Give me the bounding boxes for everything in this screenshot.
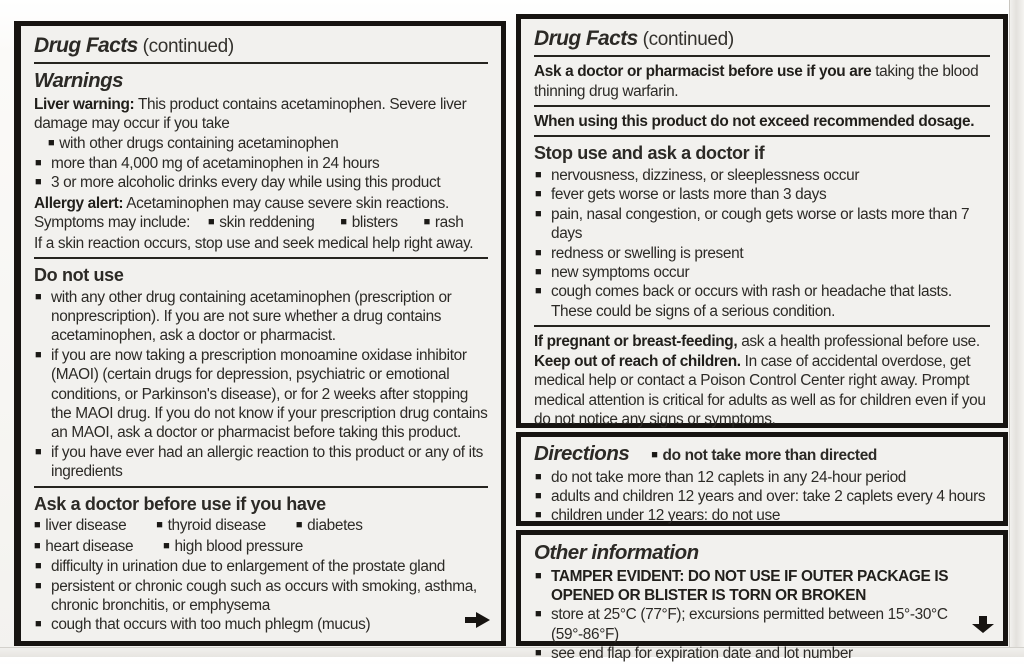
bullet-square-icon: ■ [35, 290, 42, 303]
tamper-evident-text: TAMPER EVIDENT: DO NOT USE IF OUTER PACKAGE IS OPENED OR BLISTER IS TORN OR BROKEN [551, 567, 949, 604]
bullet-square-icon: ■ [651, 449, 658, 461]
divider [534, 55, 990, 57]
allergy-symptom: blisters [351, 214, 398, 232]
list-item [534, 506, 990, 525]
list-item [534, 244, 990, 263]
bullet-square-icon: ■ [34, 539, 41, 552]
condition-text: heart disease [45, 537, 134, 555]
condition-item [34, 537, 133, 556]
drug-facts-header [34, 34, 488, 58]
list-item-text: if you are now taking a prescription monoamine oxidase inhibitor (MAOI) (certain drugs for depression, psychiatric or emotional conditions, or Parkinson's disease), or for 2 weeks after stopping the MAOI drug. If you do not know if your prescription drug contains an MAOI, ask a doctor or pharmacist before taking this product. [51, 346, 488, 442]
list-item-text: more than 4,000 mg of acetaminophen in 24 hours [51, 154, 380, 172]
list-item [534, 205, 990, 244]
bullet-square-icon: ■ [535, 509, 542, 522]
drug-facts-title: Drug Facts [534, 27, 638, 50]
directions-panel [516, 432, 1008, 526]
list-item [534, 282, 990, 321]
list-item [34, 346, 488, 443]
bullet-square-icon: ■ [535, 266, 542, 279]
other-information-bullets [534, 567, 990, 664]
bullet-square-icon: ■ [535, 489, 542, 502]
list-item-text: redness or swelling is present [551, 244, 744, 262]
ask-doctor-row-1 [34, 516, 488, 535]
bullet-square-icon: ■ [423, 216, 430, 229]
list-item-text: persistent or chronic cough such as occurs with smoking, asthma, chronic bronchitis, or emphysema [51, 577, 477, 615]
bullet-square-icon: ■ [535, 470, 542, 483]
drug-facts-continued: (continued) [137, 36, 234, 57]
list-item-text: children under 12 years: do not use [551, 507, 781, 525]
drug-facts-continued: (continued) [637, 29, 734, 50]
allergy-inline-bullet [340, 214, 397, 231]
list-item-text: if you have ever had an allergic reaction to this product or any of its ingredients [51, 443, 483, 481]
ask-doctor-bullets [34, 557, 488, 635]
list-item [534, 487, 990, 506]
list-item-text: store at 25°C (77°F); excursions permitted between 15°-30°C (59°-86°F) [551, 606, 948, 643]
directions-inline-text: do not take more than directed [662, 447, 877, 464]
directions-heading: Directions [534, 442, 630, 465]
ask-doctor-heading: Ask a doctor before use if you have [34, 493, 326, 514]
list-item [534, 185, 990, 204]
condition-text: high blood pressure [174, 537, 303, 555]
divider [534, 325, 990, 327]
list-item [34, 173, 488, 192]
warfarin-label: Ask a doctor or pharmacist before use if you are [534, 63, 872, 81]
condition-item [296, 516, 363, 535]
allergy-alert-paragraph [34, 194, 488, 233]
drug-facts-right-panel [516, 14, 1008, 428]
directions-bullets [534, 468, 990, 526]
stop-use-heading: Stop use and ask a doctor if [534, 143, 765, 164]
liver-warning-paragraph [34, 95, 488, 153]
list-item-text: see end flap for expiration date and lot number [551, 645, 853, 663]
other-information-panel [516, 530, 1008, 663]
bullet-square-icon: ■ [535, 188, 542, 201]
drug-facts-header [534, 27, 990, 51]
condition-text: liver disease [45, 517, 127, 535]
when-using-text: When using this product do not exceed recommended dosage. [534, 112, 975, 130]
allergy-alert-text: Acetaminophen may cause severe skin reactions. Symptoms may include: [34, 194, 449, 232]
list-item [534, 644, 990, 663]
warnings-heading: Warnings [34, 69, 124, 93]
bullet-square-icon: ■ [163, 539, 170, 552]
list-item [534, 263, 990, 282]
when-using-statement [534, 112, 990, 131]
list-item-text: new symptoms occur [551, 264, 690, 282]
keep-out-label: Keep out of reach of children. [534, 352, 741, 370]
pregnant-label: If pregnant or breast-feeding, [534, 333, 738, 351]
directions-header [534, 442, 990, 466]
allergy-alert-label: Allergy alert: [34, 194, 124, 212]
bullet-square-icon: ■ [535, 285, 542, 298]
bullet-square-icon: ■ [340, 216, 347, 229]
allergy-footer: If a skin reaction occurs, stop use and seek medical help right away. [34, 234, 474, 252]
divider [534, 105, 990, 107]
list-item-text: 3 or more alcoholic drinks every day while using this product [51, 174, 441, 192]
list-item [34, 615, 488, 634]
bullet-square-icon: ■ [35, 348, 42, 361]
bullet-square-icon: ■ [35, 176, 42, 189]
pregnant-text: ask a health professional before use. [737, 333, 980, 351]
bullet-square-icon: ■ [35, 156, 42, 169]
tamper-evident-item [534, 567, 990, 606]
liver-inline-bullet-text: with other drugs containing acetaminophen [59, 134, 339, 152]
list-item [34, 154, 488, 173]
bullet-square-icon: ■ [48, 136, 55, 149]
liver-warning-bullets [34, 154, 488, 193]
divider [534, 135, 990, 137]
list-item-text: do not take more than 12 caplets in any 24-hour period [551, 468, 906, 486]
bullet-square-icon: ■ [535, 169, 542, 182]
directions-inline-bullet [651, 446, 877, 465]
list-item-text: difficulty in urination due to enlargement of the prostate gland [51, 558, 445, 576]
warfarin-paragraph [534, 62, 990, 101]
bullet-square-icon: ■ [35, 579, 42, 592]
allergy-inline-bullet [424, 214, 464, 231]
arrow-down-icon [972, 616, 994, 633]
list-item-text: adults and children 12 years and over: take 2 caplets every 4 hours [551, 487, 986, 505]
drug-facts-left-panel [14, 21, 506, 646]
list-item-text: pain, nasal congestion, or cough gets worse or lasts more than 7 days [551, 205, 970, 243]
stop-use-bullets [534, 166, 990, 321]
pregnant-paragraph [534, 332, 990, 429]
list-item [34, 443, 488, 482]
list-item-text: cough that occurs with too much phlegm (mucus) [51, 616, 371, 634]
bullet-square-icon: ■ [35, 618, 42, 631]
liver-warning-text: This product contains acetaminophen. Severe liver damage may occur if you take [34, 95, 467, 133]
bullet-square-icon: ■ [535, 246, 542, 259]
divider [34, 62, 488, 64]
bullet-square-icon: ■ [207, 216, 215, 229]
bullet-square-icon: ■ [535, 647, 542, 660]
bullet-square-icon: ■ [35, 560, 42, 573]
bullet-square-icon: ■ [535, 608, 542, 621]
do-not-use-heading: Do not use [34, 264, 124, 285]
condition-item [34, 516, 126, 535]
ask-doctor-row-2 [34, 537, 488, 556]
bullet-square-icon: ■ [34, 519, 41, 532]
list-item [534, 166, 990, 185]
other-information-heading: Other information [534, 541, 699, 564]
allergy-inline-bullet [208, 214, 315, 231]
list-item-text: nervousness, dizziness, or sleeplessness occur [551, 167, 860, 185]
condition-item [163, 537, 303, 556]
list-item [34, 557, 488, 576]
liver-warning-label: Liver warning: [34, 95, 135, 113]
condition-text: thyroid disease [167, 517, 266, 535]
list-item-text: fever gets worse or lasts more than 3 days [551, 186, 827, 204]
drug-facts-title: Drug Facts [34, 34, 138, 57]
bullet-square-icon: ■ [35, 445, 42, 458]
allergy-symptom: skin reddening [219, 214, 315, 232]
list-item [534, 605, 990, 644]
bullet-square-icon: ■ [295, 519, 303, 532]
warfarin-text: taking the blood thinning drug warfarin. [534, 63, 979, 100]
condition-text: diabetes [307, 517, 363, 535]
keep-out-text: In case of accidental overdose, get medical help or contact a Poison Control Center right away. Prompt medical attention is critical for adults as well as for children even if you do not notice any signs or symptoms. [534, 352, 986, 428]
package-right-edge [1009, 0, 1024, 657]
allergy-symptom: rash [434, 214, 464, 232]
list-item [34, 288, 488, 346]
list-item-text: cough comes back or occurs with rash or headache that lasts. These could be signs of a serious condition. [551, 283, 952, 320]
divider [34, 257, 488, 259]
arrow-right-icon [465, 611, 490, 629]
liver-inline-bullet [48, 135, 338, 152]
bullet-square-icon: ■ [535, 207, 542, 220]
list-item-text: with any other drug containing acetaminophen (prescription or nonprescription). If you are not sure whether a drug contains acetaminophen, ask a doctor or pharmacist. [51, 288, 452, 345]
bullet-square-icon: ■ [156, 519, 163, 532]
divider [34, 486, 488, 488]
list-item [534, 468, 990, 487]
condition-item [156, 516, 266, 535]
do-not-use-bullets [34, 288, 488, 482]
list-item [34, 577, 488, 616]
bullet-square-icon: ■ [535, 569, 542, 582]
